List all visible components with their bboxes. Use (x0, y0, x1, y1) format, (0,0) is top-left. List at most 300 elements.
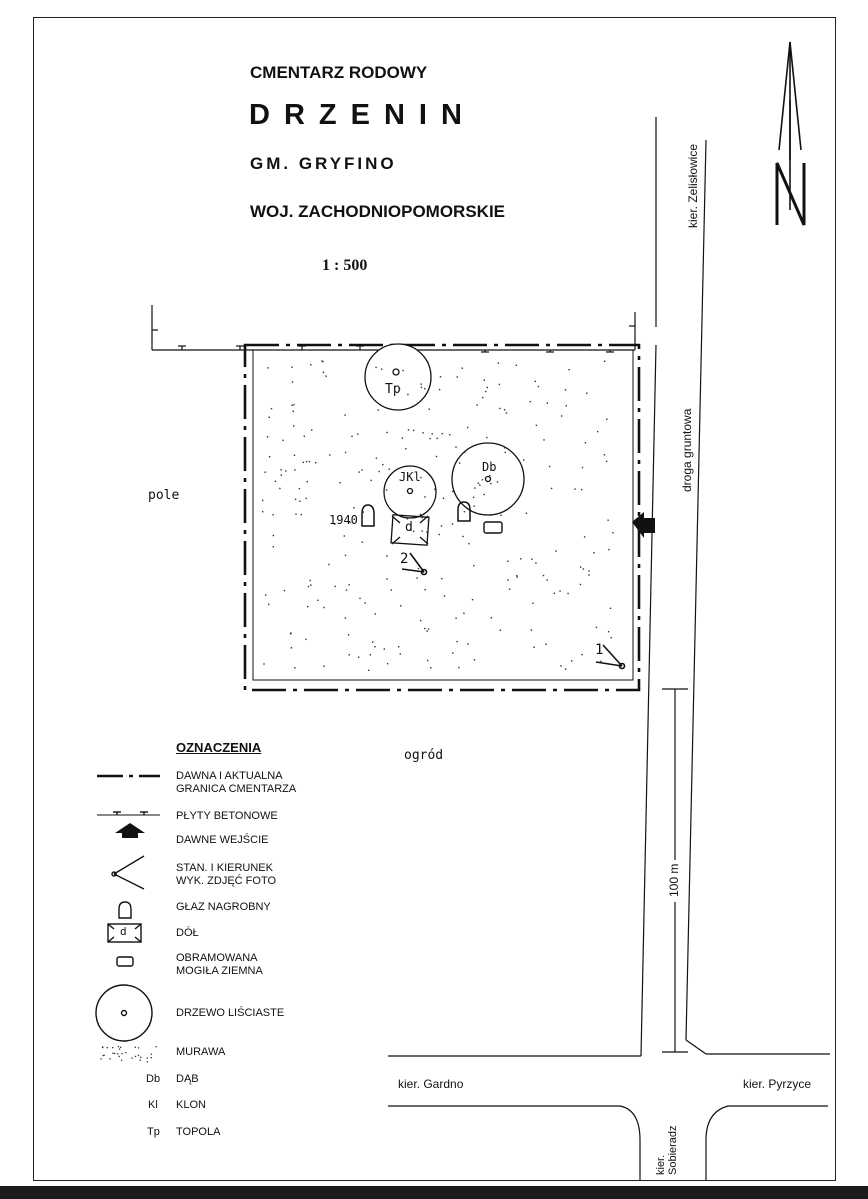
grass-speck (505, 452, 506, 453)
legend-abbr-db: Db (146, 1073, 161, 1085)
grass-speck (272, 514, 273, 515)
grass-speck (474, 659, 475, 660)
grass-speck (607, 520, 608, 521)
grass-speck (426, 630, 427, 631)
grass-speck (444, 595, 445, 596)
grass-speck (418, 568, 419, 569)
grass-speck (490, 483, 491, 484)
grass-speck (267, 436, 268, 437)
grass-speck (449, 434, 450, 435)
grass-speckles (262, 360, 614, 671)
grass-speck (482, 479, 483, 480)
grass-speck (294, 455, 295, 456)
grass-speck (554, 593, 555, 594)
grass-speck (478, 483, 479, 484)
grass-speck (526, 513, 527, 514)
legend-abbr-tp: Tp (147, 1126, 160, 1138)
grass-speck (340, 482, 341, 483)
grass-speck (441, 525, 442, 526)
garden-label: ogród (404, 748, 444, 763)
distance-label: 100 m (667, 863, 681, 897)
grass-speck (263, 663, 264, 664)
grass-speck (516, 365, 517, 366)
legend-item-topola: TOPOLA (176, 1126, 221, 1138)
grass-speck (472, 599, 473, 600)
grass-speck (359, 471, 360, 472)
grass-speck (531, 559, 532, 560)
grass-speck (293, 411, 294, 412)
grass-speck (307, 481, 308, 482)
grass-speck (560, 665, 561, 666)
grass-speck (608, 631, 609, 632)
grass-speck (581, 654, 582, 655)
grass-speck (301, 514, 302, 515)
grass-speck (357, 433, 358, 434)
grass-speck (543, 439, 544, 440)
grass-speck (269, 456, 270, 457)
grass-speck (533, 647, 534, 648)
grass-speck (368, 670, 369, 671)
grass-speck (306, 498, 307, 499)
grass-speck (400, 653, 401, 654)
grass-speck (441, 578, 442, 579)
grass-speck (442, 433, 443, 434)
grass-speck (118, 1046, 119, 1047)
tree-dab (452, 443, 524, 515)
grass-speck (507, 579, 508, 580)
grass-speck (268, 604, 269, 605)
grass-speck (484, 494, 485, 495)
grass-speck (323, 666, 324, 667)
grass-speck (310, 364, 311, 365)
grass-speck (561, 415, 562, 416)
grass-speck (114, 1053, 115, 1054)
grass-speck (422, 517, 423, 518)
grass-speck (120, 1047, 121, 1048)
grass-speck (291, 367, 292, 368)
grass-speck (282, 440, 283, 441)
grass-speck (468, 543, 469, 544)
grass-speck (504, 447, 505, 448)
grass-speck (430, 667, 431, 668)
grass-speck (568, 369, 569, 370)
grass-speck (584, 536, 585, 537)
grass-speck (345, 618, 346, 619)
grass-speck (476, 404, 477, 405)
grass-speck (538, 386, 539, 387)
kier-gardno-label: kier. Gardno (398, 1077, 464, 1091)
grass-speck (345, 555, 346, 556)
legend-item-slabs: PŁYTY BETONOWE (176, 810, 278, 822)
grass-speck (474, 505, 475, 506)
grass-speck (402, 370, 403, 371)
grass-speck (547, 579, 548, 580)
legend-abbr-kl: Kl (148, 1099, 158, 1111)
grass-speck (386, 555, 387, 556)
kier-sobieradz-label: kier. Sobieradz (655, 1125, 679, 1175)
grass-speck (292, 381, 293, 382)
grass-speck (457, 376, 458, 377)
tree-klon-label: JKl (399, 470, 421, 484)
grass-speck (604, 361, 605, 362)
grass-speck (596, 627, 597, 628)
subtitle-line3: GM. GRYFINO (250, 154, 397, 173)
grass-speck (434, 489, 435, 490)
grass-speck (112, 1047, 113, 1048)
legend-item-photo: STAN. I KIERUNEK WYK. ZDJĘĆ FOTO (176, 862, 277, 887)
grass-speck (290, 633, 291, 634)
grass-speck (375, 613, 376, 614)
grass-speck (535, 381, 536, 382)
grass-speck (267, 367, 268, 368)
legend-item-boundary: DAWNA I AKTUALNA GRANICA CMENTARZA (176, 770, 297, 795)
legend-item-grave: OBRAMOWANA MOGIŁA ZIEMNA (176, 952, 263, 977)
grass-speck (273, 535, 274, 536)
grass-speck (102, 1046, 103, 1047)
grass-speck (265, 594, 266, 595)
grass-speck (565, 668, 566, 669)
grass-speck (479, 485, 480, 486)
grass-speck (112, 1053, 113, 1054)
grass-speck (437, 438, 438, 439)
grass-speck (387, 663, 388, 664)
grass-speck (305, 639, 306, 640)
grass-speck (452, 491, 453, 492)
legend-item-dab: DĄB (176, 1073, 199, 1085)
grass-speck (381, 369, 382, 370)
grass-speck (271, 408, 272, 409)
grass-speck (499, 408, 500, 409)
grass-speck (325, 376, 326, 377)
grass-speck (285, 470, 286, 471)
grass-speck (344, 535, 345, 536)
grass-speck (107, 1047, 108, 1048)
grass-speck (386, 578, 387, 579)
grass-speck (452, 523, 453, 524)
grass-speck (429, 438, 430, 439)
grass-speck (322, 361, 323, 362)
grass-speck (135, 1056, 136, 1057)
grass-speck (335, 586, 336, 587)
grass-speck (424, 628, 425, 629)
grass-speck (426, 532, 427, 533)
grass-speck (346, 589, 347, 590)
grass-speck (303, 462, 304, 463)
grass-speck (462, 536, 463, 537)
grass-speck (362, 542, 363, 543)
grass-speck (588, 574, 589, 575)
grass-speck (458, 667, 459, 668)
grass-speck (547, 402, 548, 403)
grass-speck (370, 654, 371, 655)
grass-speck (295, 499, 296, 500)
grass-speck (416, 577, 417, 578)
pit-label: d (405, 520, 413, 535)
grass-speck (299, 488, 300, 489)
grass-speck (146, 1057, 147, 1058)
grass-speck (500, 630, 501, 631)
grass-speck (439, 534, 440, 535)
grass-speck (473, 497, 474, 498)
grass-speck (348, 634, 349, 635)
grass-speck (308, 586, 309, 587)
grass-speck (317, 600, 318, 601)
grass-speck (428, 628, 429, 629)
grass-speck (389, 469, 390, 470)
grass-speck (344, 414, 345, 415)
grass-speck (379, 471, 380, 472)
grass-speck (565, 389, 566, 390)
grass-speck (391, 589, 392, 590)
grass-speck (600, 661, 601, 662)
grass-speck (531, 629, 532, 630)
grass-speck (375, 367, 376, 368)
legend-pit-symbol-letter: d (120, 925, 127, 938)
grass-speck (140, 1057, 141, 1058)
grass-speck (473, 565, 474, 566)
kier-zelislowice-label: kier. Zelisłowice (686, 143, 700, 228)
tree-topola (365, 344, 431, 410)
grass-speck (299, 501, 300, 502)
grass-speck (262, 511, 263, 512)
grass-speck (307, 606, 308, 607)
grass-speck (520, 558, 521, 559)
grass-speck (580, 584, 581, 585)
grass-speck (413, 531, 414, 532)
grass-speck (361, 469, 362, 470)
gravestone-icon (362, 505, 374, 526)
grass-speck (509, 589, 510, 590)
grass-speck (402, 437, 403, 438)
grass-speck (500, 515, 501, 516)
grass-speck (364, 602, 365, 603)
grass-speck (311, 429, 312, 430)
grass-speck (464, 452, 465, 453)
framed-grave (484, 522, 502, 533)
grass-speck (516, 575, 517, 576)
grass-speck (291, 405, 292, 406)
grass-speck (474, 487, 475, 488)
grass-speck (425, 589, 426, 590)
grass-speck (593, 552, 594, 553)
grass-speck (273, 546, 274, 547)
grass-speck (374, 646, 375, 647)
grass-speck (580, 566, 581, 567)
grass-speck (436, 456, 437, 457)
grass-speck (349, 654, 350, 655)
grass-speck (482, 397, 483, 398)
grass-speck (574, 488, 575, 489)
legend-grass-speckles (101, 1046, 157, 1063)
grass-speck (424, 388, 425, 389)
grass-speck (400, 605, 401, 606)
grass-speck (351, 436, 352, 437)
grass-speck (455, 618, 456, 619)
grass-speck (372, 641, 373, 642)
grass-speck (284, 590, 285, 591)
grass-speck (536, 425, 537, 426)
tree-topola-label: Tp (385, 382, 401, 397)
grass-speck (597, 431, 598, 432)
field-label: pole (148, 488, 180, 503)
grass-speck (328, 564, 329, 565)
grass-speck (359, 598, 360, 599)
grass-speck (139, 1060, 140, 1061)
subtitle-line4: WOJ. ZACHODNIOPOMORSKIE (250, 202, 506, 221)
grass-speck (559, 590, 560, 591)
grass-speck (467, 427, 468, 428)
kier-pyrzyce-label: kier. Pyrzyce (743, 1077, 812, 1091)
grass-speck (440, 376, 441, 377)
grass-speck (310, 584, 311, 585)
grass-speck (294, 667, 295, 668)
grass-speck (386, 489, 387, 490)
grass-speck (464, 511, 465, 512)
legend-heading: OZNACZENIA (176, 740, 262, 755)
grass-speck (456, 641, 457, 642)
grass-speck (588, 570, 589, 571)
grass-speck (566, 405, 567, 406)
grass-speck (109, 1058, 110, 1059)
grass-speck (378, 409, 379, 410)
north-arrow-icon (777, 42, 804, 225)
legend-item-klon: KLON (176, 1099, 206, 1111)
grass-speck (428, 520, 429, 521)
grass-speck (295, 513, 296, 514)
grass-speck (467, 643, 468, 644)
subtitle-line1: CMENTARZ RODOWY (250, 63, 428, 82)
legend-item-tree: DRZEWO LIŚCIASTE (176, 1007, 285, 1019)
legend-symbols (96, 776, 160, 1041)
legend-item-grass: MURAWA (176, 1046, 226, 1058)
grass-speck (484, 380, 485, 381)
grass-speck (489, 475, 490, 476)
grass-speck (345, 452, 346, 453)
grass-speck (443, 498, 444, 499)
grass-speck (293, 404, 294, 405)
grass-speck (555, 550, 556, 551)
grass-speck (427, 361, 428, 362)
grass-speck (582, 467, 583, 468)
grass-speck (371, 480, 372, 481)
grass-speck (151, 1054, 152, 1055)
grass-speck (583, 568, 584, 569)
grass-speck (121, 1060, 122, 1061)
grass-speck (452, 652, 453, 653)
grass-speck (455, 447, 456, 448)
grass-speck (485, 391, 486, 392)
grass-speck (610, 608, 611, 609)
grass-speck (586, 393, 587, 394)
grass-speck (420, 620, 421, 621)
grass-speck (497, 481, 498, 482)
grass-speck (101, 1058, 102, 1059)
grass-speck (121, 1053, 122, 1054)
grass-speck (265, 472, 266, 473)
grass-speck (125, 1052, 126, 1053)
grass-speck (262, 500, 263, 501)
grass-speck (504, 409, 505, 410)
grass-speck (323, 372, 324, 373)
grass-speck (408, 429, 409, 430)
grass-speck (315, 462, 316, 463)
grass-speck (427, 660, 428, 661)
grass-speck (310, 580, 311, 581)
grass-speck (571, 660, 572, 661)
grass-speck (499, 384, 500, 385)
grass-speck (156, 1046, 157, 1047)
grass-speck (581, 489, 582, 490)
grass-speck (530, 401, 531, 402)
grass-speck (413, 430, 414, 431)
grass-speck (422, 432, 423, 433)
grass-speck (119, 1056, 120, 1057)
grass-speck (138, 1055, 139, 1056)
grass-speck (585, 442, 586, 443)
grass-speck (487, 387, 488, 388)
grass-speck (486, 437, 487, 438)
grass-speck (348, 584, 349, 585)
grass-speck (459, 462, 460, 463)
grass-speck (612, 532, 613, 533)
grass-speck (294, 469, 295, 470)
grass-speck (439, 389, 440, 390)
legend-item-gravestone: GŁAZ NAGROBNY (176, 901, 271, 913)
grass-speck (517, 576, 518, 577)
grass-speck (138, 1047, 139, 1048)
grass-speck (421, 383, 422, 384)
scale-label: 1 : 500 (322, 257, 368, 274)
grass-speck (384, 648, 385, 649)
grass-speck (398, 646, 399, 647)
grass-speck (119, 1049, 120, 1050)
grass-speck (429, 409, 430, 410)
grass-speck (309, 461, 310, 462)
grass-speck (293, 425, 294, 426)
grass-speck (135, 1047, 136, 1048)
grass-speck (551, 488, 552, 489)
legend-item-pit: DÓŁ (176, 927, 199, 939)
grass-speck (407, 394, 408, 395)
grass-speck (151, 1057, 152, 1058)
grass-speck (432, 433, 433, 434)
legend-item-entrance: DAWNE WEJŚCIE (176, 834, 269, 846)
grass-speck (491, 617, 492, 618)
grass-speck (376, 458, 377, 459)
grass-speck (463, 613, 464, 614)
inner-boundary (253, 350, 633, 680)
roads (388, 117, 830, 1180)
grass-speck (567, 593, 568, 594)
grass-speck (462, 368, 463, 369)
grass-speck (420, 514, 421, 515)
grass-speck (386, 432, 387, 433)
road-dirt-label: droga gruntowa (680, 408, 694, 492)
grass-speck (275, 481, 276, 482)
grass-speck (606, 419, 607, 420)
grass-speck (535, 562, 536, 563)
grass-speck (606, 461, 607, 462)
grass-speck (422, 530, 423, 531)
photo-2-label: 2 (400, 551, 409, 567)
grass-speck (117, 1053, 118, 1054)
grass-speck (131, 1058, 132, 1059)
grass-speck (103, 1055, 104, 1056)
year-label: 1940 (329, 513, 358, 527)
grass-speck (363, 511, 364, 512)
grass-speck (306, 461, 307, 462)
grass-speck (611, 637, 612, 638)
